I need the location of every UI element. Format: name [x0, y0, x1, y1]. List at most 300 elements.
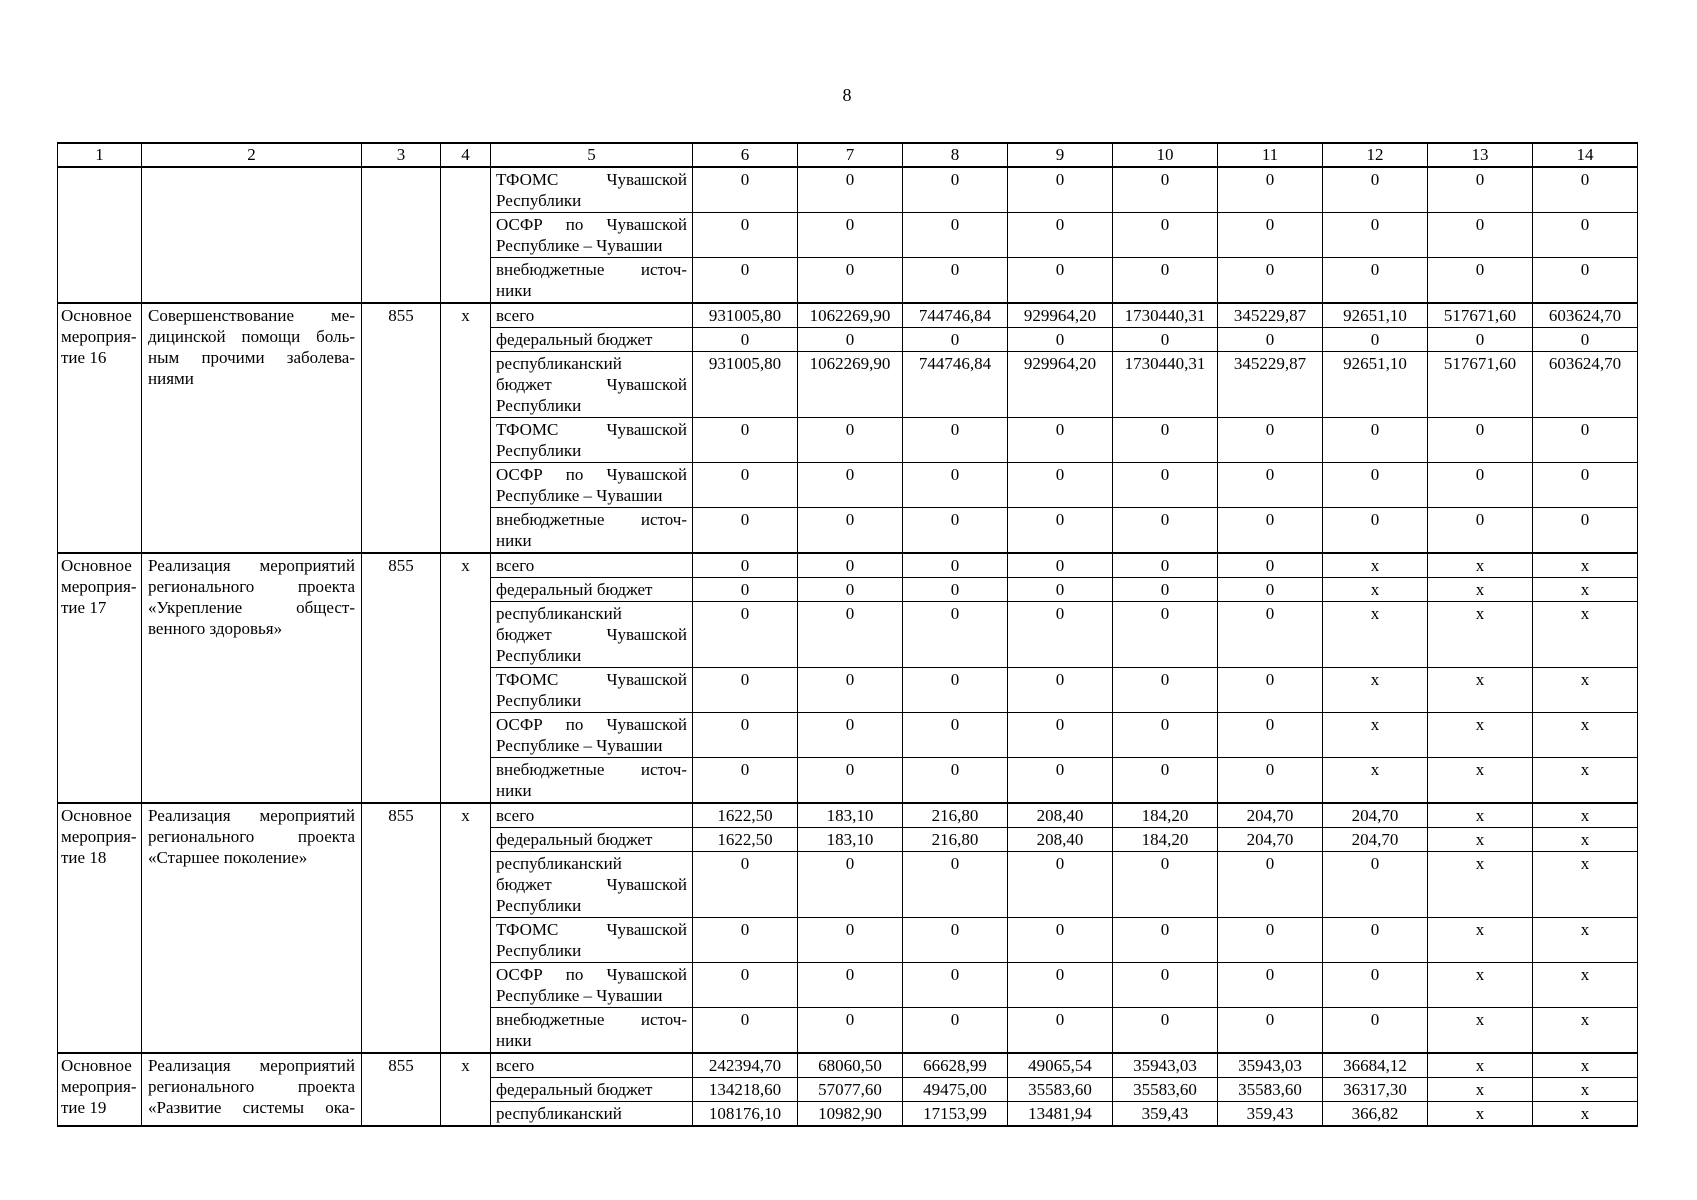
- value-cell: 0: [1113, 508, 1218, 554]
- value-cell: 0: [1533, 508, 1638, 554]
- value-cell: 0: [1533, 418, 1638, 463]
- value-cell: х: [1533, 602, 1638, 668]
- value-cell: 0: [798, 963, 903, 1008]
- table-body: [58, 167, 1638, 1126]
- label-line: республиканский: [496, 354, 622, 373]
- column-number-header: 12: [1323, 143, 1428, 167]
- value-cell: 0: [1008, 258, 1113, 304]
- value-cell: 216,80: [903, 828, 1008, 852]
- label-line: ТФОМС Чувашской: [496, 170, 687, 189]
- section-mark-cell: х: [441, 553, 491, 803]
- value-cell: 0: [1218, 328, 1323, 352]
- value-cell: 0: [1218, 463, 1323, 508]
- value-cell: 0: [693, 418, 798, 463]
- label-line: регионального проекта: [148, 1077, 355, 1096]
- value-cell: х: [1533, 1102, 1638, 1127]
- value-cell: 0: [1113, 167, 1218, 213]
- value-cell: 0: [693, 1008, 798, 1054]
- value-cell: х: [1428, 553, 1533, 578]
- source-cell: [491, 803, 693, 828]
- label-line: ОСФР по Чувашской: [496, 965, 687, 984]
- value-cell: 13481,94: [1008, 1102, 1113, 1127]
- value-cell: 92651,10: [1323, 303, 1428, 328]
- label-line: ТФОМС Чувашской: [496, 920, 687, 939]
- value-cell: 0: [798, 258, 903, 304]
- value-cell: х: [1428, 803, 1533, 828]
- value-cell: х: [1428, 713, 1533, 758]
- value-cell: 0: [903, 553, 1008, 578]
- column-number-header: 13: [1428, 143, 1533, 167]
- label-line: тие 16: [61, 348, 107, 367]
- value-cell: 0: [693, 213, 798, 258]
- value-cell: 204,70: [1323, 828, 1428, 852]
- value-cell: 1622,50: [693, 803, 798, 828]
- label-line: всего: [496, 306, 535, 325]
- label-line: Реализация мероприятий: [148, 806, 355, 825]
- value-cell: 0: [903, 668, 1008, 713]
- source-cell: [491, 1053, 693, 1078]
- label-line: регионального проекта: [148, 577, 355, 596]
- source-cell: [491, 258, 693, 304]
- label-line: федеральный бюджет: [496, 1080, 653, 1099]
- value-cell: х: [1428, 602, 1533, 668]
- value-cell: 208,40: [1008, 803, 1113, 828]
- label-line: Республики: [496, 941, 582, 960]
- value-cell: 0: [1323, 508, 1428, 554]
- value-cell: 0: [1113, 602, 1218, 668]
- label-line: венного здоровья»: [148, 619, 283, 638]
- column-number-header: 6: [693, 143, 798, 167]
- value-cell: 0: [903, 258, 1008, 304]
- value-cell: 931005,80: [693, 303, 798, 328]
- value-cell: 0: [798, 668, 903, 713]
- value-cell: 0: [1218, 602, 1323, 668]
- empty-cell: [58, 167, 142, 303]
- source-cell: [491, 213, 693, 258]
- value-cell: 0: [1533, 167, 1638, 213]
- value-cell: 68060,50: [798, 1053, 903, 1078]
- value-cell: х: [1428, 758, 1533, 804]
- label-line: ники: [496, 1031, 532, 1050]
- value-cell: 0: [1113, 1008, 1218, 1054]
- value-cell: х: [1533, 828, 1638, 852]
- column-number-header: 14: [1533, 143, 1638, 167]
- value-cell: 0: [903, 918, 1008, 963]
- value-cell: 35943,03: [1113, 1053, 1218, 1078]
- label-line: Реализация мероприятий: [148, 1056, 355, 1075]
- label-line: ОСФР по Чувашской: [496, 715, 687, 734]
- value-cell: 242394,70: [693, 1053, 798, 1078]
- value-cell: 1730440,31: [1113, 352, 1218, 418]
- source-cell: [491, 352, 693, 418]
- value-cell: 0: [1323, 918, 1428, 963]
- empty-cell: [441, 167, 491, 303]
- value-cell: 0: [1008, 328, 1113, 352]
- label-line: Республике – Чувашии: [496, 486, 663, 505]
- empty-cell: [142, 167, 362, 303]
- column-numbers-row: [58, 143, 1638, 167]
- value-cell: 929964,20: [1008, 352, 1113, 418]
- value-cell: 0: [903, 602, 1008, 668]
- value-cell: 36684,12: [1323, 1053, 1428, 1078]
- source-cell: [491, 918, 693, 963]
- value-cell: 0: [1428, 463, 1533, 508]
- value-cell: 0: [1113, 213, 1218, 258]
- value-cell: 0: [1533, 328, 1638, 352]
- value-cell: 744746,84: [903, 352, 1008, 418]
- label-line: ники: [496, 781, 532, 800]
- value-cell: 0: [798, 328, 903, 352]
- value-cell: 0: [1323, 328, 1428, 352]
- value-cell: х: [1428, 852, 1533, 918]
- section-name-cell: [58, 1053, 142, 1126]
- label-line: ОСФР по Чувашской: [496, 215, 687, 234]
- value-cell: х: [1533, 713, 1638, 758]
- label-line: внебюджетные источ-: [496, 260, 687, 279]
- source-cell: [491, 668, 693, 713]
- label-line: ТФОМС Чувашской: [496, 670, 687, 689]
- column-number-header: 5: [491, 143, 693, 167]
- column-number-header: 11: [1218, 143, 1323, 167]
- value-cell: 0: [798, 713, 903, 758]
- value-cell: 603624,70: [1533, 303, 1638, 328]
- value-cell: 0: [693, 758, 798, 804]
- label-line: бюджет Чувашской: [496, 375, 687, 394]
- value-cell: х: [1533, 963, 1638, 1008]
- label-line: мероприя-: [61, 1077, 137, 1096]
- section-name-cell: [58, 553, 142, 803]
- value-cell: 345229,87: [1218, 352, 1323, 418]
- value-cell: 0: [1323, 258, 1428, 304]
- value-cell: 0: [1008, 508, 1113, 554]
- label-line: ники: [496, 281, 532, 300]
- value-cell: х: [1428, 1102, 1533, 1127]
- value-cell: х: [1428, 1008, 1533, 1054]
- table-row: [58, 167, 1638, 213]
- label-line: дицинской помощи боль-: [148, 327, 355, 346]
- value-cell: х: [1428, 1053, 1533, 1078]
- value-cell: 603624,70: [1533, 352, 1638, 418]
- label-line: республиканский: [496, 604, 622, 623]
- value-cell: 0: [1113, 852, 1218, 918]
- value-cell: 0: [1323, 1008, 1428, 1054]
- label-line: ОСФР по Чувашской: [496, 465, 687, 484]
- label-line: Основное: [61, 806, 132, 825]
- value-cell: 0: [1218, 167, 1323, 213]
- label-line: ники: [496, 531, 532, 550]
- label-line: внебюджетные источ-: [496, 760, 687, 779]
- value-cell: х: [1428, 1078, 1533, 1102]
- value-cell: 0: [1323, 213, 1428, 258]
- value-cell: 0: [798, 918, 903, 963]
- value-cell: 49475,00: [903, 1078, 1008, 1102]
- label-line: Республики: [496, 396, 582, 415]
- label-line: «Развитие системы ока-: [148, 1098, 355, 1117]
- value-cell: 0: [1218, 508, 1323, 554]
- label-line: Основное: [61, 306, 132, 325]
- value-cell: 35583,60: [1218, 1078, 1323, 1102]
- label-line: «Старшее поколение»: [148, 848, 308, 867]
- value-cell: 0: [1323, 463, 1428, 508]
- value-cell: 0: [798, 758, 903, 804]
- value-cell: 0: [1113, 713, 1218, 758]
- column-number-header: 8: [903, 143, 1008, 167]
- value-cell: 366,82: [1323, 1102, 1428, 1127]
- value-cell: 36317,30: [1323, 1078, 1428, 1102]
- value-cell: 0: [1323, 418, 1428, 463]
- value-cell: 0: [1428, 508, 1533, 554]
- value-cell: х: [1533, 578, 1638, 602]
- value-cell: 1062269,90: [798, 303, 903, 328]
- value-cell: 0: [1218, 668, 1323, 713]
- value-cell: 0: [1218, 418, 1323, 463]
- value-cell: х: [1428, 963, 1533, 1008]
- section-mark-cell: х: [441, 303, 491, 553]
- section-desc-cell: [142, 1053, 362, 1126]
- source-cell: [491, 303, 693, 328]
- section-desc-cell: [142, 303, 362, 553]
- value-cell: 66628,99: [903, 1053, 1008, 1078]
- value-cell: х: [1533, 1078, 1638, 1102]
- source-cell: [491, 167, 693, 213]
- value-cell: 0: [693, 852, 798, 918]
- value-cell: 0: [1218, 852, 1323, 918]
- value-cell: 0: [1323, 852, 1428, 918]
- label-line: бюджет Чувашской: [496, 875, 687, 894]
- value-cell: 0: [1533, 213, 1638, 258]
- value-cell: 0: [1113, 418, 1218, 463]
- label-line: всего: [496, 806, 535, 825]
- value-cell: 0: [693, 328, 798, 352]
- value-cell: 0: [798, 578, 903, 602]
- value-cell: х: [1323, 758, 1428, 804]
- value-cell: 0: [1008, 852, 1113, 918]
- value-cell: 0: [1113, 328, 1218, 352]
- value-cell: х: [1533, 918, 1638, 963]
- label-line: бюджет Чувашской: [496, 625, 687, 644]
- value-cell: 0: [693, 167, 798, 213]
- value-cell: 0: [693, 602, 798, 668]
- page-number: 8: [842, 85, 852, 105]
- label-line: Республики: [496, 191, 582, 210]
- value-cell: 0: [1008, 918, 1113, 963]
- value-cell: 0: [693, 918, 798, 963]
- value-cell: х: [1323, 713, 1428, 758]
- label-line: всего: [496, 1056, 535, 1075]
- value-cell: х: [1533, 758, 1638, 804]
- section-code-cell: 855: [362, 303, 441, 553]
- value-cell: 0: [903, 852, 1008, 918]
- column-number-header: 2: [142, 143, 362, 167]
- value-cell: 0: [903, 463, 1008, 508]
- column-number-header: 7: [798, 143, 903, 167]
- value-cell: 0: [693, 463, 798, 508]
- source-cell: [491, 578, 693, 602]
- label-line: Республике – Чувашии: [496, 236, 663, 255]
- value-cell: 216,80: [903, 803, 1008, 828]
- label-line: мероприя-: [61, 827, 137, 846]
- value-cell: 1062269,90: [798, 352, 903, 418]
- table-row: [58, 1053, 1638, 1078]
- section-code-cell: 855: [362, 803, 441, 1053]
- value-cell: х: [1323, 602, 1428, 668]
- value-cell: 0: [903, 418, 1008, 463]
- source-cell: [491, 852, 693, 918]
- column-number-header: 1: [58, 143, 142, 167]
- value-cell: 204,70: [1218, 828, 1323, 852]
- label-line: федеральный бюджет: [496, 330, 653, 349]
- value-cell: 0: [1218, 918, 1323, 963]
- value-cell: 0: [1428, 328, 1533, 352]
- value-cell: х: [1533, 668, 1638, 713]
- value-cell: 0: [903, 963, 1008, 1008]
- value-cell: х: [1428, 578, 1533, 602]
- value-cell: 0: [1008, 213, 1113, 258]
- label-line: мероприя-: [61, 577, 137, 596]
- value-cell: 0: [1428, 167, 1533, 213]
- value-cell: 0: [1218, 758, 1323, 804]
- value-cell: х: [1428, 828, 1533, 852]
- value-cell: 0: [1113, 963, 1218, 1008]
- value-cell: 0: [1008, 553, 1113, 578]
- value-cell: 0: [693, 258, 798, 304]
- value-cell: 108176,10: [693, 1102, 798, 1127]
- value-cell: 0: [1008, 713, 1113, 758]
- label-line: Республике – Чувашии: [496, 986, 663, 1005]
- value-cell: х: [1323, 668, 1428, 713]
- value-cell: 0: [798, 213, 903, 258]
- source-cell: [491, 758, 693, 804]
- value-cell: 0: [1008, 963, 1113, 1008]
- value-cell: 0: [1008, 167, 1113, 213]
- table-header: [58, 143, 1638, 167]
- value-cell: 0: [1008, 418, 1113, 463]
- label-line: регионального проекта: [148, 827, 355, 846]
- section-code-cell: 855: [362, 1053, 441, 1126]
- section-desc-cell: [142, 803, 362, 1053]
- value-cell: 0: [1428, 418, 1533, 463]
- value-cell: 0: [903, 758, 1008, 804]
- value-cell: 0: [1218, 713, 1323, 758]
- source-cell: [491, 418, 693, 463]
- value-cell: 0: [1113, 668, 1218, 713]
- column-number-header: 9: [1008, 143, 1113, 167]
- label-line: республиканский: [496, 1104, 622, 1123]
- table-row: [58, 303, 1638, 328]
- value-cell: 0: [903, 578, 1008, 602]
- value-cell: 0: [798, 508, 903, 554]
- value-cell: 0: [903, 713, 1008, 758]
- label-line: Республике – Чувашии: [496, 736, 663, 755]
- value-cell: х: [1428, 668, 1533, 713]
- value-cell: 0: [903, 508, 1008, 554]
- value-cell: 204,70: [1218, 803, 1323, 828]
- label-line: республиканский: [496, 854, 622, 873]
- label-line: Совершенствование ме-: [148, 306, 355, 325]
- value-cell: 49065,54: [1008, 1053, 1113, 1078]
- source-cell: [491, 1008, 693, 1054]
- value-cell: 0: [1218, 1008, 1323, 1054]
- value-cell: 183,10: [798, 803, 903, 828]
- value-cell: 0: [798, 463, 903, 508]
- label-line: ТФОМС Чувашской: [496, 420, 687, 439]
- value-cell: х: [1533, 1053, 1638, 1078]
- label-line: Реализация мероприятий: [148, 556, 355, 575]
- value-cell: 0: [903, 167, 1008, 213]
- value-cell: 0: [1323, 963, 1428, 1008]
- value-cell: 359,43: [1218, 1102, 1323, 1127]
- label-line: Основное: [61, 1056, 132, 1075]
- value-cell: 184,20: [1113, 803, 1218, 828]
- value-cell: 0: [693, 963, 798, 1008]
- section-name-cell: [58, 803, 142, 1053]
- value-cell: 1622,50: [693, 828, 798, 852]
- source-cell: [491, 328, 693, 352]
- value-cell: 0: [1008, 463, 1113, 508]
- value-cell: 0: [1008, 578, 1113, 602]
- value-cell: х: [1533, 803, 1638, 828]
- section-mark-cell: х: [441, 1053, 491, 1126]
- budget-table: [57, 142, 1638, 1127]
- value-cell: 931005,80: [693, 352, 798, 418]
- label-line: тие 19: [61, 1098, 107, 1117]
- label-line: ным прочими заболева-: [148, 348, 355, 367]
- label-line: «Укрепление общест-: [148, 598, 355, 617]
- value-cell: 0: [798, 553, 903, 578]
- value-cell: 0: [798, 418, 903, 463]
- value-cell: 134218,60: [693, 1078, 798, 1102]
- label-line: внебюджетные источ-: [496, 1010, 687, 1029]
- value-cell: 0: [1533, 463, 1638, 508]
- label-line: Республики: [496, 896, 582, 915]
- value-cell: х: [1533, 852, 1638, 918]
- value-cell: 517671,60: [1428, 352, 1533, 418]
- value-cell: 0: [693, 553, 798, 578]
- value-cell: 0: [798, 1008, 903, 1054]
- value-cell: 0: [1113, 758, 1218, 804]
- source-cell: [491, 963, 693, 1008]
- value-cell: 359,43: [1113, 1102, 1218, 1127]
- value-cell: 92651,10: [1323, 352, 1428, 418]
- label-line: тие 18: [61, 848, 107, 867]
- value-cell: 0: [1533, 258, 1638, 304]
- value-cell: 517671,60: [1428, 303, 1533, 328]
- value-cell: 0: [1218, 553, 1323, 578]
- value-cell: х: [1323, 578, 1428, 602]
- value-cell: 57077,60: [798, 1078, 903, 1102]
- value-cell: 0: [1218, 963, 1323, 1008]
- table-row: [58, 803, 1638, 828]
- value-cell: 0: [798, 602, 903, 668]
- value-cell: 0: [1008, 1008, 1113, 1054]
- value-cell: 35583,60: [1113, 1078, 1218, 1102]
- value-cell: 0: [1218, 578, 1323, 602]
- label-line: внебюджетные источ-: [496, 510, 687, 529]
- value-cell: 0: [1323, 167, 1428, 213]
- value-cell: 0: [693, 713, 798, 758]
- label-line: федеральный бюджет: [496, 830, 653, 849]
- value-cell: 744746,84: [903, 303, 1008, 328]
- value-cell: 0: [1113, 578, 1218, 602]
- value-cell: 0: [1113, 553, 1218, 578]
- value-cell: 0: [1008, 668, 1113, 713]
- source-cell: [491, 508, 693, 554]
- source-cell: [491, 602, 693, 668]
- label-line: Республики: [496, 691, 582, 710]
- label-line: федеральный бюджет: [496, 580, 653, 599]
- column-number-header: 3: [362, 143, 441, 167]
- value-cell: 0: [1008, 602, 1113, 668]
